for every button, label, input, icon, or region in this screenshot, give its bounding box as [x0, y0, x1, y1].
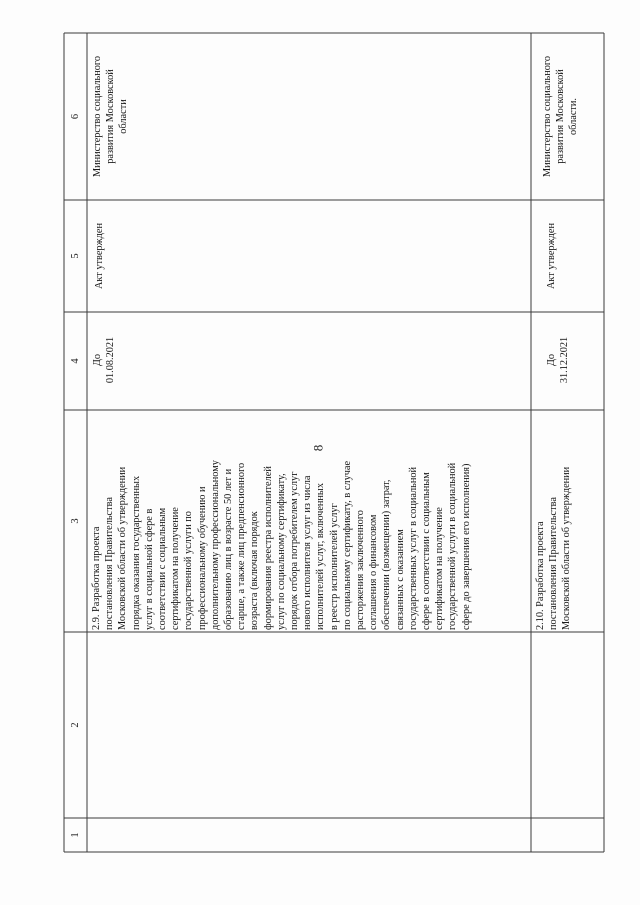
column-header-3: 3	[70, 518, 81, 524]
table-row-2-event: 2.10. Разработка проекта постановления Правительства Московской области об утверждении	[535, 466, 573, 630]
table-row-2-deadline: До 31.12.2021	[546, 336, 571, 384]
column-header-1: 1	[70, 832, 81, 838]
column-header-2: 2	[70, 722, 81, 728]
table-row-1-event: 2.9. Разработка проекта постановления Правительства Московской области об утверждении порядка оказания государственных услуг в социальной сфере в соответствии с социальным сертификатом на получение государственной услуги по профессиональному обучению и дополнительному профессиональному образованию лиц в возрасте 50 лет и старше, а также лиц предпенсионного возраста (включая порядок формирования реестра исполнителей услуг по социальному сертификату, порядок отбора потребителем услуг нового исполнителя услуг из числа исполнителей услуг, включенных в реестр исполнителей услуг по социальному сертификату, в случае расторжения заключенного соглашения о финансовом обеспечении (возмещении) затрат, связанных с оказанием государственных услуг в социальной сфере в соответствии с социальным сертификатом на получение государственной услуги в социальной сфере до завершения его исполнения)	[91, 460, 472, 630]
column-header-4: 4	[70, 358, 81, 364]
table-row-2-executor: Министерство социального развития Московской области.	[542, 55, 580, 178]
column-header-5: 5	[70, 253, 81, 259]
table-row-2-result: Акт утвержден	[546, 223, 557, 289]
table-row-1-executor: Министерство социального развития Московской области	[92, 55, 130, 178]
table-row-1-deadline: До 01.08.2021	[92, 336, 117, 384]
table-row-1-result: Акт утвержден	[94, 223, 105, 289]
column-header-6: 6	[70, 113, 81, 120]
page-number: 8	[310, 444, 326, 452]
